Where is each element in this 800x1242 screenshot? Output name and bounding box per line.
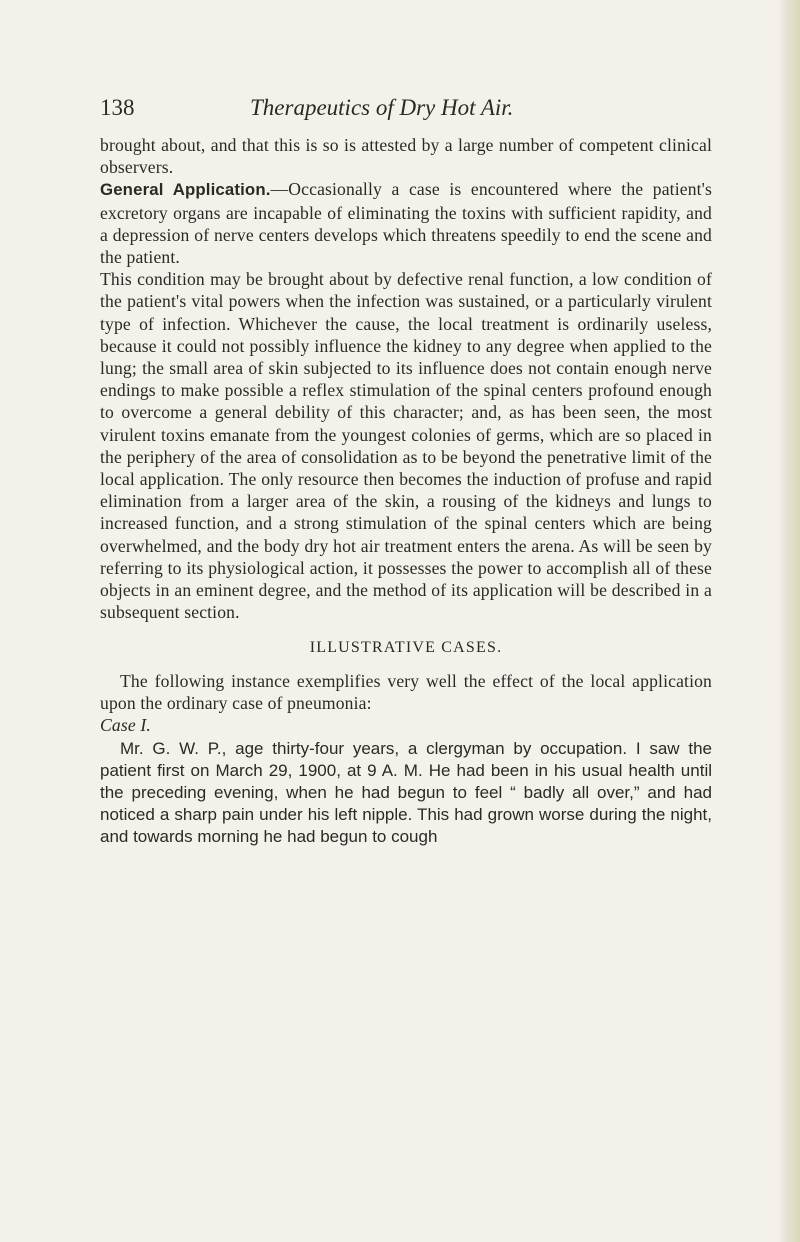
section-heading: ILLUSTRATIVE CASES. <box>309 639 503 657</box>
paragraph-case-one: Mr. G. W. P., age thirty-four years, a clergyman by occupation. I saw the patient first on March 29, 1900, at 9 A. M. He had been in his usual health until the preceding evening, when he had begun to feel “ badly all over,” and had noticed a sharp pain under his left nipple. This had grown worse during the night, and towards morning he had begun to cough <box>100 739 712 847</box>
case-label: Case I. <box>100 715 151 736</box>
paragraph-intro-case: The following instance exemplifies very well the effect of the local application upon the ordinary case of pneumonia: <box>100 670 712 713</box>
running-header <box>100 94 720 122</box>
paragraph-continuation: brought about, and that this is so is attested by a large number of competent clinical observers. <box>100 135 712 178</box>
running-title: Therapeutics of Dry Hot Air. <box>250 95 514 120</box>
paragraph-general-application <box>100 178 712 268</box>
page-edge-shadow <box>778 0 800 1242</box>
paragraph-condition: This condition may be brought about by defective renal function, a low condition of the patient's vital powers when the infection was sustained, or a particularly virulent type of infection. Whichever the cause, the local treatment is ordinarily useless, because it could not possibly influence the kidney to any degree when applied to the lung; the small area of skin subjected to its influence does not contain enough nerve endings to make possible a reflex stimulation of the spinal centers profound enough to overcome a general debility of this character; and, as has been seen, the most virulent toxins emanate from the youngest colonies of germs, which are so placed in the periphery of the area of consolidation as to be beyond the penetrative limit of the local application. The only resource then becomes the induction of profuse and rapid elimination from a larger area of the skin, a rousing of the kidneys and lungs to increased function, and a strong stimulation of the spinal centers which are being overwhelmed, and the body dry hot air treatment enters the arena. As will be seen by referring to its physiological action, it possesses the power to accomplish all of these objects in an eminent degree, and the method of its application will be described in a subsequent section. <box>100 269 712 623</box>
paragraph-text: —Occasionally a case is encountered where the patient's excretory organs are incapable of eliminating the toxins with sufficient rapidity, and a depression of nerve centers develops which threatens speedily to end the scene and the patient. <box>100 179 712 268</box>
page-body <box>100 134 712 848</box>
run-in-heading: General Application. <box>100 180 271 200</box>
page-number: 138 <box>100 95 135 120</box>
